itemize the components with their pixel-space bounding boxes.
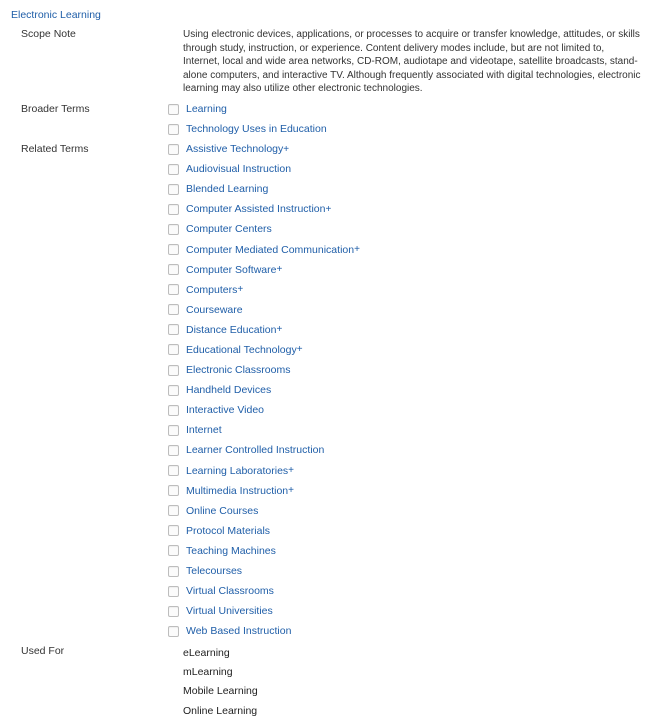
related-term-item [168,440,360,460]
broader-terms-list [168,99,327,139]
term-link[interactable]: Internet [186,424,222,437]
term-checkbox[interactable] [168,344,179,355]
term-link[interactable]: Computer Mediated Communication [186,243,355,256]
narrower-indicator: + [288,485,294,497]
broader-term-item [168,119,327,139]
term-link[interactable]: Learning [186,103,227,116]
used-for-list [183,643,258,720]
term-link[interactable]: Computers [186,283,238,296]
related-term-item [168,340,360,360]
narrower-indicator: + [237,284,244,296]
related-term-item [168,260,360,280]
broader-term-item [168,99,327,119]
related-term-item [168,360,360,380]
term-link[interactable]: Protocol Materials [186,524,271,537]
related-term-item [168,420,360,440]
related-term-item [168,501,360,521]
term-link[interactable]: Audiovisual Instruction [186,163,292,176]
term-link[interactable]: Handheld Devices [186,384,272,397]
term-checkbox[interactable] [168,224,179,235]
related-term-item [168,380,360,400]
related-terms-label: Related Terms [21,143,89,155]
narrower-indicator: + [276,324,283,336]
narrower-indicator: + [288,465,294,477]
term-checkbox[interactable] [168,304,179,315]
term-checkbox[interactable] [168,586,179,597]
used-for-label: Used For [21,645,65,657]
term-checkbox[interactable] [168,545,179,556]
term-link[interactable]: Blended Learning [186,183,269,196]
related-term-item [168,239,360,259]
related-term-item [168,461,360,481]
related-term-item [168,320,360,340]
term-checkbox[interactable] [168,566,179,577]
term-checkbox[interactable] [168,204,179,215]
term-checkbox[interactable] [168,405,179,416]
related-term-item [168,561,360,581]
term-link[interactable]: Virtual Classrooms [186,585,274,598]
used-for-item: Online Learning [183,704,258,717]
term-link[interactable]: Courseware [186,303,243,316]
related-term-item [168,159,360,179]
term-checkbox[interactable] [168,324,179,335]
related-term-item [168,199,360,219]
term-link[interactable]: Learning Laboratories [186,464,289,477]
term-link[interactable]: Web Based Instruction [186,625,292,638]
term-checkbox[interactable] [168,365,179,376]
related-term-item [168,621,360,641]
related-term-item [168,219,360,239]
term-link[interactable]: Telecourses [186,565,243,578]
narrower-indicator: + [276,264,283,276]
term-link[interactable]: Electronic Classrooms [186,364,291,377]
term-checkbox[interactable] [168,425,179,436]
term-checkbox[interactable] [168,244,179,255]
term-checkbox[interactable] [168,104,179,115]
entry-title[interactable]: Electronic Learning [11,9,101,21]
term-checkbox[interactable] [168,264,179,275]
narrower-indicator: + [354,244,360,256]
related-term-item [168,581,360,601]
related-term-item [168,481,360,501]
scope-note-text: Using electronic devices, applications, or processes to acquire or transfer knowledge, attitudes, or skills through study, instruction, or experience. Content delivery modes include, but are not limited to, Internet, local and wide area networks, CD-ROM, audiotape and videotape, satellite broadcasts, stand-alone computers, and interactive TV. Although frequently associated with digital technologies, electronic learning may also utilize other electronic technologies. [183,29,641,94]
term-checkbox[interactable] [168,465,179,476]
related-term-item [168,601,360,621]
used-for-item: Mobile Learning [183,685,258,698]
term-link[interactable]: Multimedia Instruction [186,484,289,497]
term-checkbox[interactable] [168,124,179,135]
term-link[interactable]: Technology Uses in Education [186,123,327,136]
term-link[interactable]: Computer Assisted Instruction [186,203,326,216]
related-term-item [168,280,360,300]
term-link[interactable]: Virtual Universities [186,605,273,618]
term-link[interactable]: Educational Technology [186,343,297,356]
related-terms-list [168,139,360,641]
broader-terms-label: Broader Terms [21,103,90,115]
term-link[interactable]: Computer Software [186,263,277,276]
related-term-item [168,179,360,199]
term-checkbox[interactable] [168,626,179,637]
term-link[interactable]: Teaching Machines [186,544,276,557]
term-link[interactable]: Interactive Video [186,404,265,417]
narrower-indicator: + [283,143,290,155]
term-checkbox[interactable] [168,284,179,295]
term-checkbox[interactable] [168,144,179,155]
term-checkbox[interactable] [168,445,179,456]
used-for-item: mLearning [183,665,233,678]
narrower-indicator: + [296,344,303,356]
term-link[interactable]: Learner Controlled Instruction [186,444,325,457]
term-checkbox[interactable] [168,606,179,617]
term-link[interactable]: Online Courses [186,504,259,517]
term-link[interactable]: Distance Education [186,323,277,336]
term-checkbox[interactable] [168,505,179,516]
term-checkbox[interactable] [168,485,179,496]
term-checkbox[interactable] [168,385,179,396]
term-checkbox[interactable] [168,525,179,536]
related-term-item [168,541,360,561]
term-link[interactable]: Computer Centers [186,223,272,236]
related-term-item [168,400,360,420]
related-term-item [168,300,360,320]
term-checkbox[interactable] [168,164,179,175]
term-link[interactable]: Assistive Technology [186,143,284,156]
related-term-item [168,139,360,159]
related-term-item [168,521,360,541]
scope-note-label: Scope Note [21,28,76,40]
used-for-item: eLearning [183,646,230,659]
narrower-indicator: + [325,203,332,215]
term-checkbox[interactable] [168,184,179,195]
